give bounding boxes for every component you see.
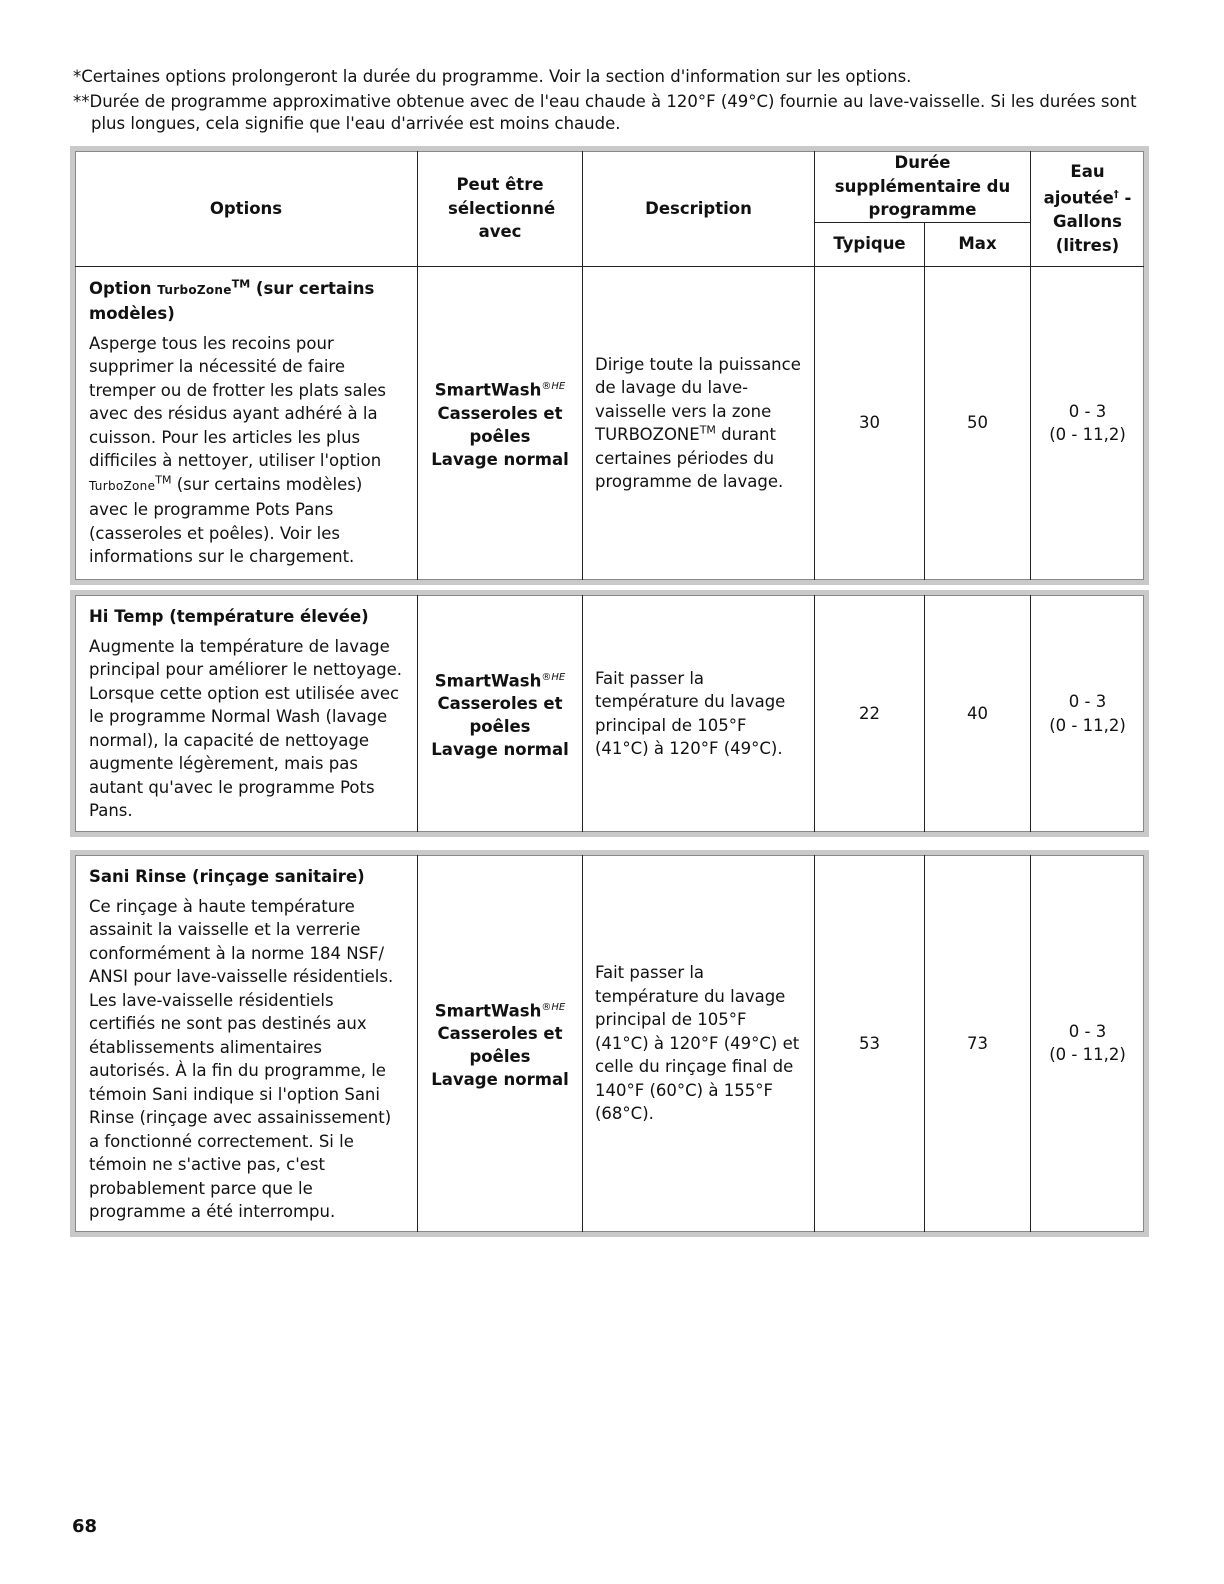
header-max: Max <box>925 222 1031 266</box>
option-title-tm: TM <box>231 277 251 290</box>
page-number: 68 <box>72 1516 98 1537</box>
water-cell <box>1031 853 1147 1235</box>
note-options-duration: *Certaines options prolongeront la durée du programme. Voir la section d'information sur les options. <box>73 67 912 86</box>
description-tm: TM <box>699 423 716 437</box>
option-body-tm: TM <box>155 473 172 486</box>
header-description: Description <box>583 149 815 267</box>
smartwash-mark: ®HE <box>541 671 566 683</box>
option-cell-hitemp <box>73 593 418 835</box>
header-options: Options <box>73 149 418 267</box>
option-title: Hi Temp (température élevée) <box>89 607 369 626</box>
option-cell-turbozone <box>73 266 418 582</box>
typical-time: 53 <box>815 853 925 1235</box>
smartwash-label <box>418 666 582 693</box>
description-cell: Fait passer la température du lavage principal de 105°F (41°C) à 120°F (49°C). <box>583 593 815 835</box>
smartwash-mark: ®HE <box>541 1001 566 1013</box>
pots-label: Casseroles et poêles <box>437 403 563 446</box>
water-gallons: 0 - 3 <box>1068 401 1107 421</box>
selectable-cell <box>418 593 583 835</box>
option-title-brand: TurboZone <box>157 282 232 297</box>
header-typical: Typique <box>815 222 925 266</box>
typical-time: 22 <box>815 593 925 835</box>
option-cell-sanirinse <box>73 853 418 1235</box>
water-cell <box>1031 266 1147 582</box>
header-water-post: - Gallons (litres) <box>1053 188 1132 255</box>
smartwash-label <box>418 375 582 402</box>
normal-label: Lavage normal <box>431 449 569 469</box>
typical-time: 30 <box>815 266 925 582</box>
option-title-pre: Option <box>89 278 158 298</box>
smartwash-text: SmartWash <box>434 671 542 691</box>
max-time: 50 <box>925 266 1031 582</box>
options-table-sanirinse <box>70 850 1149 1237</box>
water-gallons: 0 - 3 <box>1068 692 1107 711</box>
table-row <box>73 266 1147 582</box>
header-selectable: Peut être sélectionné avec <box>418 149 583 267</box>
option-body-a: Asperge tous les recoins pour supprimer la nécessité de faire tremper ou de frotter les plats sales avec des résidus ayant adhéré à la cuisson. Pour les articles les plus difficiles à nettoyer, utiliser l'option <box>89 333 386 470</box>
description-a: Dirige toute la puissance de lavage du lave-vaisselle vers la zone TURBOZONE <box>595 354 801 444</box>
footnotes <box>73 66 1148 138</box>
max-time: 73 <box>925 853 1031 1235</box>
smartwash-text: SmartWash <box>434 1001 542 1020</box>
pots-label: Casseroles et poêles <box>437 1024 563 1066</box>
option-body-brand: TurboZone <box>89 478 156 493</box>
options-table-hitemp <box>70 590 1149 837</box>
option-body: Augmente la température de lavage principal pour améliorer le nettoyage. Lorsque cette option est utilisée avec le programme Normal Wash (lavage normal), la capacité de nettoyage augmente légèrement, mais pas autant qu'avec le programme Pots Pans. <box>89 636 402 820</box>
normal-label: Lavage normal <box>431 1070 569 1089</box>
table-row <box>73 593 1147 835</box>
selectable-cell <box>418 266 583 582</box>
option-title: Sani Rinse (rinçage sanitaire) <box>89 867 365 886</box>
options-table-turbozone <box>70 146 1149 585</box>
option-title <box>89 277 405 326</box>
note-cycle-time: **Durée de programme approximative obtenue avec de l'eau chaude à 120°F (49°C) fournie au lave-vaisselle. Si les durées sont plus longues, cela signifie que l'eau d'arrivée est moins chaude. <box>73 92 1137 133</box>
smartwash-label <box>418 996 582 1023</box>
option-title-post: (sur certains modèles) <box>89 278 375 323</box>
description-cell: Fait passer la température du lavage principal de 105°F (41°C) à 120°F (49°C) et celle du rinçage final de 140°F (60°C) à 155°F (68°C). <box>583 853 815 1235</box>
description-cell <box>583 266 815 582</box>
water-gallons: 0 - 3 <box>1068 1021 1107 1041</box>
smartwash-text: SmartWash <box>434 380 542 400</box>
option-body <box>89 332 405 569</box>
header-water-pre: Eau ajoutée <box>1043 161 1114 208</box>
description-b: durant certaines périodes du programme de lavage. <box>595 425 784 491</box>
water-litres: (0 - 11,2) <box>1049 1045 1126 1065</box>
header-extra-time: Durée supplémentaire du programme <box>815 149 1031 223</box>
selectable-cell <box>418 853 583 1235</box>
water-litres: (0 - 11,2) <box>1049 715 1126 735</box>
normal-label: Lavage normal <box>431 740 569 760</box>
option-body: Ce rinçage à haute température assainit la vaisselle et la verrerie conformément à la norme 184 NSF/ ANSI pour lave-vaisselle résidentiels. Les lave-vaisselle résidentiels certifiés ne sont pas destinés aux établissements alimentaires autorisés. À la fin du programme, le témoin Sani indique si l'option Sani Rinse (rinçage avec assainissement) a fonctionné correctement. Si le témoin ne s'active pas, c'est probablement parce que le programme a été interrompu. <box>89 896 394 1221</box>
smartwash-mark: ®HE <box>541 381 566 393</box>
header-water <box>1031 149 1147 267</box>
option-body-b: (sur certains modèles) avec le programme Pots Pans (casseroles et poêles). Voir les informations sur le chargement. <box>89 474 363 566</box>
pots-label: Casseroles et poêles <box>437 694 563 737</box>
water-cell <box>1031 593 1147 835</box>
water-litres: (0 - 11,2) <box>1049 425 1126 444</box>
header-water-dagger: † <box>1113 189 1119 200</box>
max-time: 40 <box>925 593 1031 835</box>
table-row <box>73 853 1147 1235</box>
